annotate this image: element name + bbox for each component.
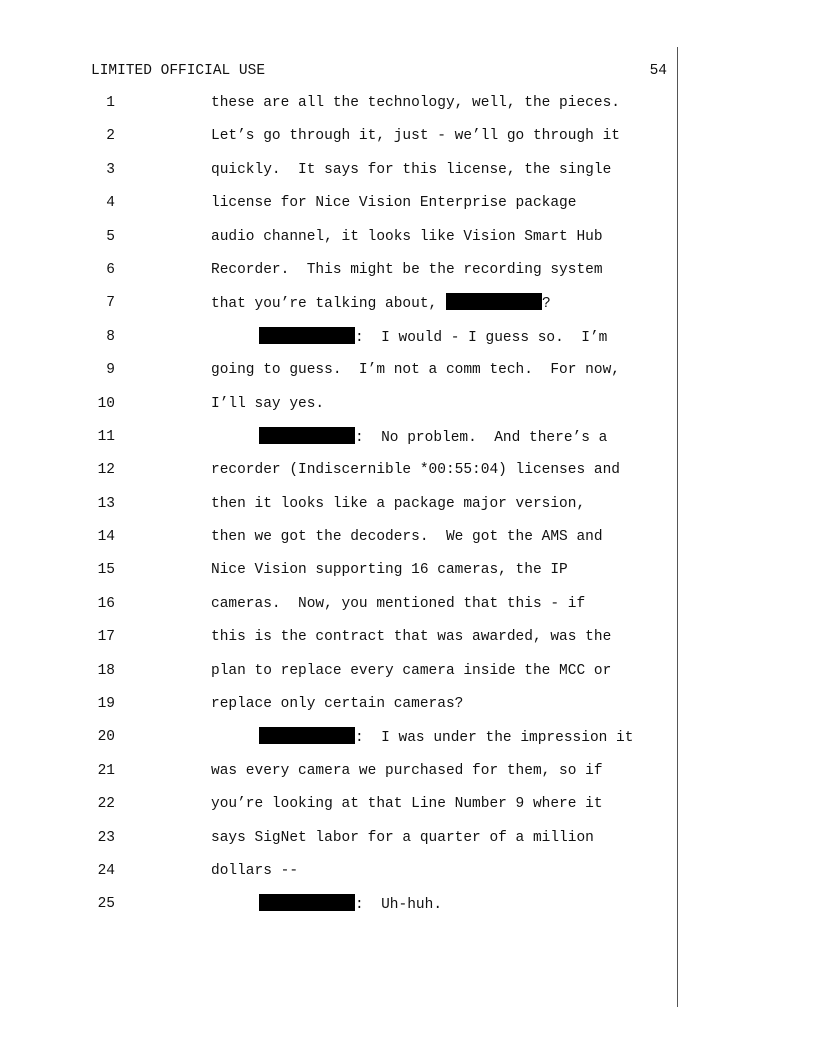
line-number: 15 [97,562,115,579]
transcript-line [0,794,816,827]
line-number: 8 [106,328,115,345]
redaction-box [259,894,355,911]
line-number: 7 [106,295,115,312]
line-number: 17 [97,629,115,646]
redaction-box [259,327,355,344]
line-text [211,594,585,614]
line-text [211,661,611,681]
transcript-line [0,327,816,360]
line-text [211,560,568,580]
line-text-after: : I would - I guess so. I’m [355,329,608,346]
line-text [211,494,585,514]
line-text-before: then we got the decoders. We got the AMS and [211,529,603,546]
line-text [211,193,576,213]
transcript-line [0,694,816,727]
transcript-line [0,594,816,627]
line-text [211,794,603,814]
transcript-line [0,727,816,760]
line-text-before: says SigNet labor for a quarter of a million [211,829,594,846]
line-text-before: license for Nice Vision Enterprise package [211,195,577,212]
line-text-after: : No problem. And there’s a [355,429,608,446]
line-number: 10 [97,395,115,412]
line-number: 6 [106,261,115,278]
line-text [259,427,607,448]
transcript-line [0,260,816,293]
transcript-lines [0,93,816,928]
line-number: 21 [97,762,115,779]
line-text [211,828,594,848]
line-number: 25 [97,896,115,913]
line-number: 3 [106,161,115,178]
transcript-line [0,394,816,427]
line-text-before: recorder (Indiscernible *00:55:04) licenses and [211,462,620,479]
line-text-before: Let’s go through it, just - we’ll go through it [211,128,620,145]
line-text-before: going to guess. I’m not a comm tech. For now, [211,362,620,379]
line-text-before: plan to replace every camera inside the MCC or [211,662,612,679]
line-text-before: this is the contract that was awarded, was the [211,629,612,646]
transcript-line [0,894,816,927]
line-text-before: replace only certain cameras? [211,696,464,713]
line-text-before: cameras. Now, you mentioned that this - if [211,595,586,612]
line-text [211,360,620,380]
line-number: 12 [97,462,115,479]
page-header [91,61,667,81]
line-text [211,260,603,280]
transcript-line [0,126,816,159]
line-number: 22 [97,796,115,813]
redaction-box [259,427,355,444]
page-number: 54 [649,63,667,79]
line-text-after: ? [541,296,551,313]
line-text-before: Nice Vision supporting 16 cameras, the IP [211,562,568,579]
line-number: 24 [97,862,115,879]
transcript-line [0,193,816,226]
line-text-before: was every camera we purchased for them, so if [211,762,603,779]
line-text-before: you’re looking at that Line Number 9 where it [211,796,603,813]
line-text [211,394,324,414]
line-text-before: then it looks like a package major version, [211,495,586,512]
line-number: 20 [97,729,115,746]
line-text-before: I’ll say yes. [211,395,325,412]
line-number: 5 [106,228,115,245]
transcript-line [0,360,816,393]
transcript-line [0,293,816,326]
line-text [211,694,463,714]
transcript-line [0,160,816,193]
transcript-line [0,861,816,894]
redaction-box [259,727,355,744]
line-text-after: : I was under the impression it [355,730,634,747]
line-text [259,327,607,348]
line-number: 11 [97,428,115,445]
line-text [259,894,442,915]
line-number: 19 [97,696,115,713]
transcript-line [0,828,816,861]
line-text-before: quickly. It says for this license, the single [211,161,612,178]
line-text-before: audio channel, it looks like Vision Smart Hub [211,228,603,245]
transcript-line [0,427,816,460]
line-number: 1 [106,95,115,111]
redaction-box [446,293,542,310]
line-text [259,727,633,748]
line-number: 23 [97,829,115,846]
classification-marking: LIMITED OFFICIAL USE [91,63,266,79]
line-text [211,93,620,113]
line-text-before: these are all the technology, well, the pieces. [211,95,620,111]
line-text-before: Recorder. This might be the recording system [211,261,603,278]
line-number: 18 [97,662,115,679]
line-text-before: that you’re talking about, [211,296,446,313]
line-text [211,227,603,247]
line-number: 14 [97,529,115,546]
line-number: 16 [97,595,115,612]
transcript-line [0,761,816,794]
transcript-line [0,627,816,660]
line-text-before: dollars -- [211,862,299,879]
line-number: 9 [106,362,115,379]
transcript-line [0,494,816,527]
line-number: 2 [106,128,115,145]
transcript-line [0,93,816,126]
transcript-line [0,661,816,694]
line-text [211,761,603,781]
line-number: 4 [106,195,115,212]
transcript-line [0,227,816,260]
line-text [211,527,603,547]
line-text [211,160,611,180]
line-text [211,126,620,146]
line-number: 13 [97,495,115,512]
transcript-line [0,560,816,593]
transcript-line [0,460,816,493]
line-text-after: : Uh-huh. [355,897,443,914]
transcript-line [0,527,816,560]
line-text [211,861,298,881]
line-text [211,293,551,314]
line-text [211,627,611,647]
line-text [211,460,620,480]
